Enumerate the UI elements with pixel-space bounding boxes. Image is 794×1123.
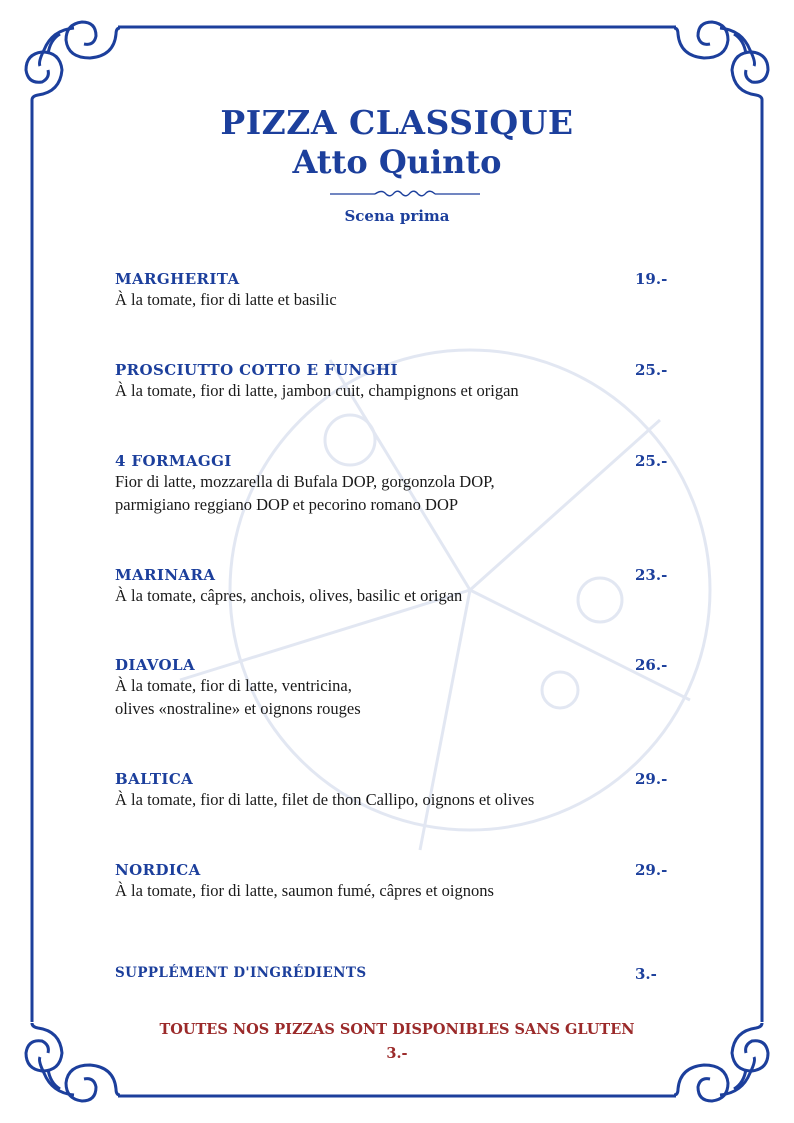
item-price: 29.-: [635, 861, 668, 879]
menu-subtitle: Atto Quinto: [292, 143, 502, 181]
item-description: À la tomate, fior di latte, jambon cuit, champignons et origan: [115, 381, 519, 400]
menu-item: [115, 361, 675, 402]
item-description: Fior di latte, mozzarella di Bufala DOP, gorgonzola DOP,: [115, 472, 495, 491]
item-description: olives «nostraline» et oignons rouges: [115, 699, 361, 718]
menu-item: [115, 452, 675, 516]
item-price: 25.-: [635, 361, 668, 379]
item-price: 19.-: [635, 270, 668, 288]
corner-ornament: [674, 22, 768, 100]
item-price: 25.-: [635, 452, 668, 470]
item-description: À la tomate, fior di latte et basilic: [115, 290, 337, 309]
gluten-free-note: TOUTES NOS PIZZAS SONT DISPONIBLES SANS GLUTEN: [159, 1021, 635, 1038]
item-description: À la tomate, câpres, anchois, olives, basilic et origan: [115, 586, 463, 605]
item-name: DIAVOLA: [115, 656, 195, 674]
section-title: Scena prima: [344, 207, 450, 225]
item-name: MARINARA: [115, 566, 216, 584]
menu-item: [115, 656, 675, 720]
corner-ornament: [26, 22, 120, 100]
item-price: 26.-: [635, 656, 668, 674]
item-name: PROSCIUTTO COTTO E FUNGHI: [115, 361, 398, 379]
supplement-name: SUPPLÉMENT D'INGRÉDIENTS: [115, 965, 367, 981]
menu-item: [115, 566, 675, 607]
supplement-row: [115, 965, 675, 981]
item-description: À la tomate, fior di latte, ventricina,: [115, 676, 352, 695]
flourish-divider: [330, 187, 480, 201]
item-price: 29.-: [635, 770, 668, 788]
item-name: 4 FORMAGGI: [115, 452, 232, 470]
supplement-price: 3.-: [635, 965, 657, 983]
gluten-free-price: 3.-: [386, 1045, 408, 1062]
item-description: À la tomate, fior di latte, filet de thon Callipo, oignons et olives: [115, 790, 535, 809]
menu-item: [115, 270, 675, 311]
item-name: MARGHERITA: [115, 270, 240, 288]
item-name: NORDICA: [115, 861, 201, 879]
item-description: parmigiano reggiano DOP et pecorino romano DOP: [115, 495, 459, 514]
menu-item: [115, 861, 675, 902]
menu-title: PIZZA CLASSIQUE: [220, 103, 574, 142]
item-description: À la tomate, fior di latte, saumon fumé, câpres et oignons: [115, 881, 494, 900]
item-price: 23.-: [635, 566, 668, 584]
item-name: BALTICA: [115, 770, 194, 788]
menu-item: [115, 770, 675, 811]
